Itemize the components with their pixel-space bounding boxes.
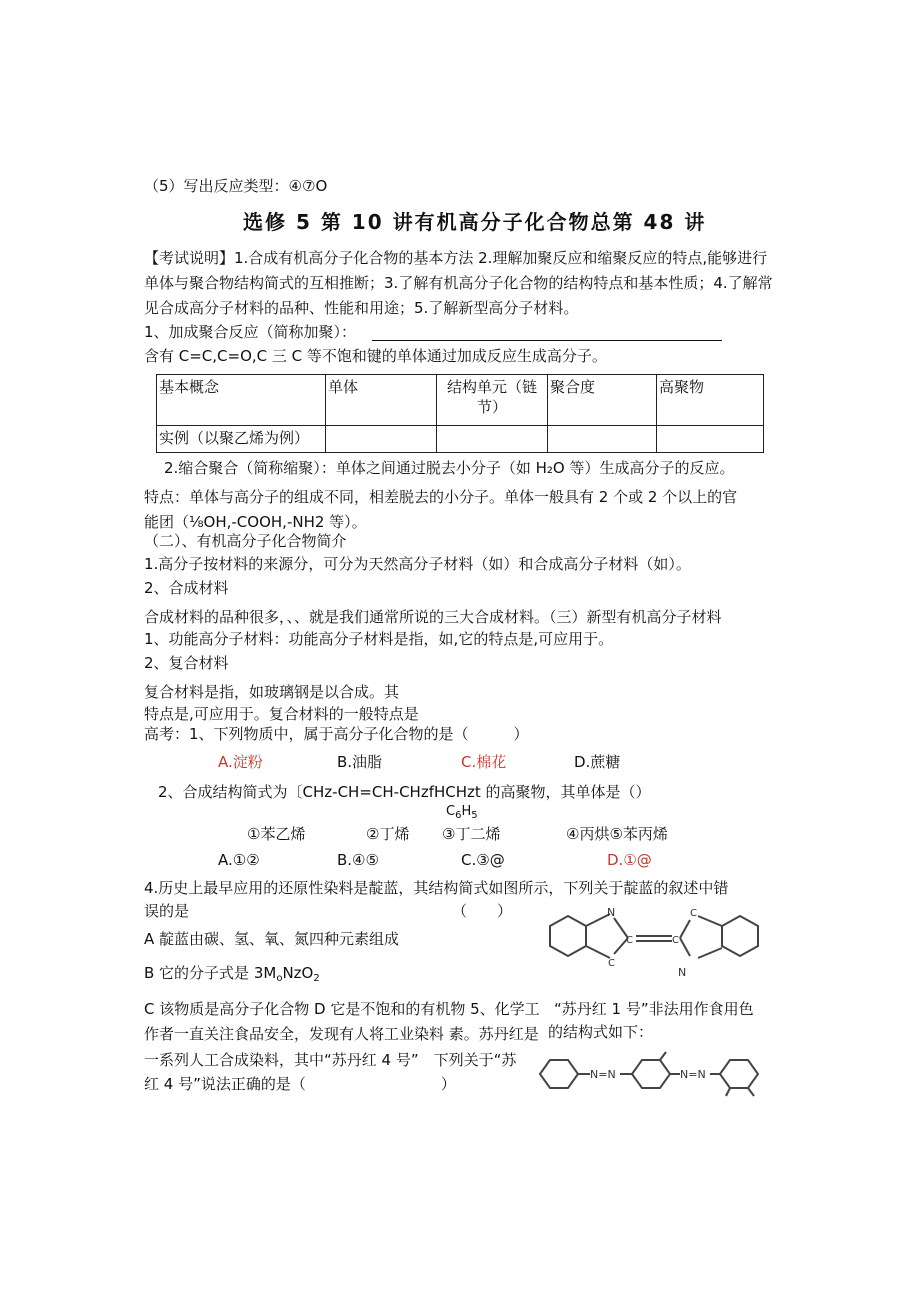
q5-text-d: 一系列人工合成染料，其中“苏丹红 4 号” 下列关于“苏 bbox=[144, 1051, 517, 1069]
q4-stem-line1: 4.历史上最早应用的还原性染料是靛蓝，其结构简式如图所示，下列关于靛蓝的叙述中错 bbox=[144, 879, 729, 897]
q5-text-c: 的结构式如下： bbox=[548, 1023, 654, 1041]
indigo-c-top: C bbox=[690, 908, 697, 919]
q4-option-a: A 靛蓝由碳、氢、氧、氮四种元素组成 bbox=[144, 930, 400, 948]
indigo-structure-diagram bbox=[530, 896, 768, 980]
q5-text-e: 红 4 号”说法正确的是（ ） bbox=[144, 1075, 456, 1093]
section2-heading: （二）、有机高分子化合物简介 bbox=[144, 532, 347, 550]
indigo-n-top: N bbox=[607, 906, 616, 919]
q2-substituent: $C_6H_5$ bbox=[446, 804, 478, 821]
reaction-type-line: （5）写出反应类型：④⑦O bbox=[144, 177, 328, 195]
table-cell bbox=[548, 426, 657, 453]
section2-p1: 1.高分子按材料的来源分，可分为天然高分子材料（如）和合成高分子材料（如）。 bbox=[144, 555, 691, 573]
q2-option-a: A.①② bbox=[218, 851, 260, 869]
exam-notes-line1: 【考试说明】1.合成有机高分子化合物的基本方法 2.理解加聚反应和缩聚反应的特点,能够进行 bbox=[144, 249, 768, 267]
condensation-line3: 能团（⅛OH,-COOH,-NH2 等）。 bbox=[144, 513, 367, 531]
q5-text-b: 作者一直关注食品安全，发现有人将工业染料 素。苏丹红是 bbox=[144, 1025, 539, 1043]
q2-item-2: ②丁烯 bbox=[366, 825, 410, 843]
q2-option-b: B.④⑤ bbox=[337, 851, 379, 869]
q5-text-a: “苏丹红 1 号”非法用作食用色 bbox=[554, 1000, 754, 1018]
section2-p4: 1、功能高分子材料：功能高分子材料是指，如,它的特点是,可应用于。 bbox=[144, 630, 614, 648]
section2-p5: 2、复合材料 bbox=[144, 654, 229, 672]
q1-option-b: B.油脂 bbox=[337, 753, 383, 771]
q1-stem: 高考：1、下列物质中，属于高分子化合物的是（ ） bbox=[144, 725, 529, 743]
indigo-c-bottom: C bbox=[608, 958, 615, 969]
q1-option-c: C.棉花 bbox=[461, 753, 507, 771]
table-header-cell: 单体 bbox=[326, 375, 437, 426]
sudan-red-structure-diagram bbox=[530, 1048, 762, 1100]
condensation-line2: 特点：单体与高分子的组成不同，相差脱去的小分子。单体一般具有 2 个或 2 个以上的官 bbox=[144, 488, 738, 506]
q1-option-d: D.蔗糖 bbox=[574, 753, 621, 771]
q2-item-4: ④丙烘⑤苯丙烯 bbox=[566, 825, 668, 843]
table-row-label: 实例（以聚乙烯为例） bbox=[157, 426, 326, 453]
indigo-c2: C bbox=[672, 935, 679, 946]
q4-option-cd: C 该物质是高分子化合物 D 它是不饱和的有机物 5、化学工 bbox=[144, 1000, 540, 1018]
addition-heading: 1、加成聚合反应（简称加聚）： bbox=[144, 323, 357, 341]
section2-p7: 特点是,可应用于。复合材料的一般特点是 bbox=[144, 705, 419, 723]
sudan-azo-2: N=N bbox=[680, 1068, 706, 1081]
exam-notes-line3: 见合成高分子材料的品种、性能和用途；5.了解新型高分子材料。 bbox=[144, 299, 579, 317]
section2-p6: 复合材料是指，如玻璃钢是以合成。其 bbox=[144, 683, 400, 701]
q4-option-b: B 它的分子式是 $3M_oNzO_2$ bbox=[144, 964, 320, 984]
table-header-cell: 结构单元（链节） bbox=[437, 375, 548, 426]
concept-table bbox=[156, 374, 764, 453]
table-cell bbox=[326, 426, 437, 453]
indigo-c1: C bbox=[626, 935, 633, 946]
indigo-n-bottom: N bbox=[678, 966, 687, 979]
section2-p3: 合成材料的品种很多，、、就是我们通常所说的三大合成材料。（三）新型有机高分子材料 bbox=[144, 608, 722, 626]
q1-option-a: A.淀粉 bbox=[218, 753, 263, 771]
q4-stem-line2: 误的是 bbox=[144, 902, 190, 920]
table-header-cell: 高聚物 bbox=[657, 375, 764, 426]
addition-desc: 含有 C=C,C=O,C 三 C 等不饱和键的单体通过加成反应生成高分子。 bbox=[144, 347, 607, 365]
q2-option-d: D.①@ bbox=[607, 851, 652, 869]
sudan-azo-1: N=N bbox=[590, 1068, 616, 1081]
q4-answer-paren: （ ） bbox=[452, 902, 513, 920]
table-cell bbox=[657, 426, 764, 453]
exam-notes-line2: 单体与聚合物结构简式的互相推断；3.了解有机高分子化合物的结构特点和基本性质；4.了解常 bbox=[144, 274, 773, 292]
table-cell bbox=[437, 426, 548, 453]
q2-item-1: ①苯乙烯 bbox=[247, 825, 306, 843]
q2-item-3: ③丁二烯 bbox=[442, 825, 501, 843]
condensation-line1: 2.缩合聚合（简称缩聚）：单体之间通过脱去小分子（如 H₂O 等）生成高分子的反应。 bbox=[164, 459, 735, 477]
q2-option-c: C.③@ bbox=[461, 851, 505, 869]
page-title: 选修 5 第 10 讲有机高分子化合物总第 48 讲 bbox=[243, 210, 707, 234]
table-header-cell: 聚合度 bbox=[548, 375, 657, 426]
section2-p2: 2、合成材料 bbox=[144, 579, 229, 597]
table-header-cell: 基本概念 bbox=[157, 375, 326, 426]
q2-stem: 2、合成结构简式为〔CHz-CH=CH-CHzfHCHzt 的高聚物，其单体是（） bbox=[158, 783, 651, 801]
answer-blank-line bbox=[372, 340, 722, 341]
